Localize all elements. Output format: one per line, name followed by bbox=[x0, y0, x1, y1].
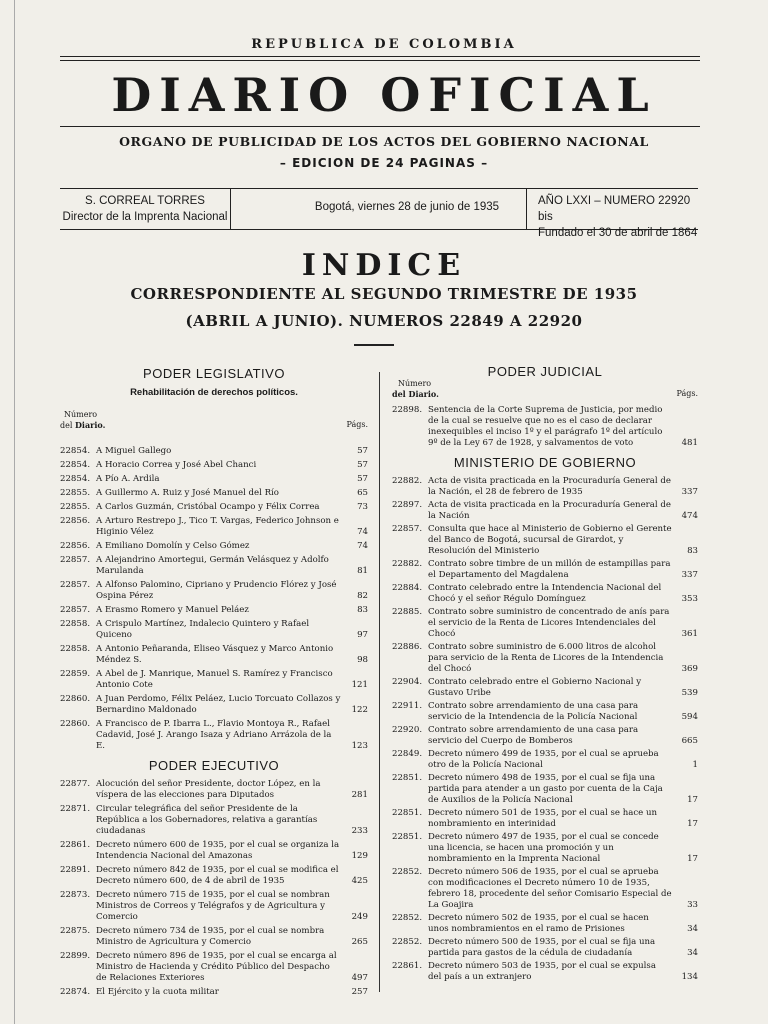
entry-number: 22857. bbox=[392, 524, 423, 534]
entry-text: Decreto número 500 de 1935, por el cual se fija una partida para gastos de la cédula de ciudadanía bbox=[428, 937, 656, 958]
index-entry bbox=[392, 937, 698, 959]
entry-text: Decreto número 734 de 1935, por el cual se nombra Ministro de Agricultura y Comercio bbox=[96, 926, 325, 947]
entry-number: 22855. bbox=[60, 502, 91, 512]
index-entry bbox=[392, 808, 698, 830]
index-entry bbox=[392, 500, 698, 522]
index-subtitle-1: CORRESPONDIENTE AL SEGUNDO TRIMESTRE DE 1935 bbox=[130, 285, 638, 303]
index-entry bbox=[60, 619, 368, 641]
entry-text: El Ejército y la cuota militar bbox=[96, 987, 219, 997]
entry-page: 81 bbox=[357, 566, 368, 576]
director-title: Director de la Imprenta Nacional bbox=[62, 211, 228, 223]
index-entry bbox=[392, 773, 698, 806]
index-entry bbox=[60, 541, 368, 552]
entry-page: 98 bbox=[357, 655, 368, 665]
entry-text: A Alejandrino Amortegui, Germán Velásquez y Adolfo Marulanda bbox=[96, 555, 329, 576]
index-entry bbox=[60, 951, 368, 984]
index-entry bbox=[60, 719, 368, 752]
organo-subtitle: ORGANO DE PUBLICIDAD DE LOS ACTOS DEL GOBIERNO NACIONAL bbox=[119, 134, 649, 149]
top-rule-2 bbox=[60, 60, 700, 61]
index-entry bbox=[60, 987, 368, 998]
entry-number: 22898. bbox=[392, 405, 423, 415]
entry-number: 22899. bbox=[60, 951, 91, 961]
entry-number: 22920. bbox=[392, 725, 423, 735]
index-entry bbox=[60, 460, 368, 471]
entry-number: 22856. bbox=[60, 541, 91, 551]
entry-number: 22854. bbox=[60, 474, 91, 484]
entry-page: 65 bbox=[357, 488, 368, 498]
index-entry bbox=[392, 677, 698, 699]
entry-text: Contrato sobre suministro de concentrado de anís para el servicio de la Renta de Licores Intendenciales del Chocó bbox=[428, 607, 670, 639]
edicion-line: – EDICION DE 24 PAGINAS – bbox=[279, 156, 489, 170]
entry-page: 134 bbox=[681, 972, 698, 982]
header-pags: Págs. bbox=[346, 420, 368, 429]
index-entry bbox=[392, 559, 698, 581]
index-entry bbox=[60, 488, 368, 499]
entry-page: 83 bbox=[687, 546, 698, 556]
entry-number: 22873. bbox=[60, 890, 91, 900]
entry-page: 97 bbox=[357, 630, 368, 640]
entry-page: 121 bbox=[351, 680, 368, 690]
entry-text: A Alfonso Palomino, Cipriano y Prudencio Flórez y José Ospina Pérez bbox=[96, 580, 337, 601]
header-numero: Número bbox=[64, 410, 98, 419]
left-column bbox=[60, 368, 368, 998]
entry-number: 22911. bbox=[392, 701, 423, 711]
index-entry bbox=[60, 840, 368, 862]
entry-number: 22861. bbox=[60, 840, 91, 850]
index-entry bbox=[60, 926, 368, 948]
entry-page: 17 bbox=[687, 795, 698, 805]
entry-page: 257 bbox=[351, 987, 368, 997]
index-entry bbox=[60, 694, 368, 716]
entry-text: Contrato sobre timbre de un millón de estampillas para el Departamento del Magdalena bbox=[428, 559, 671, 580]
entry-page: 57 bbox=[357, 446, 368, 456]
index-entry bbox=[392, 701, 698, 723]
entry-page: 122 bbox=[351, 705, 368, 715]
entry-number: 22861. bbox=[392, 961, 423, 971]
entry-page: 57 bbox=[357, 460, 368, 470]
entry-text: Alocución del señor Presidente, doctor López, en la víspera de las elecciones para Diputados bbox=[96, 779, 321, 800]
entry-number: 22855. bbox=[60, 488, 91, 498]
entry-page: 123 bbox=[351, 741, 368, 751]
legislativo-list bbox=[60, 446, 368, 752]
poder-ejecutivo-title: PODER EJECUTIVO bbox=[148, 758, 280, 773]
entry-text: Decreto número 497 de 1935, por el cual se concede una licencia, se hacen una promoción y un nombramiento en la Imprenta Nacional bbox=[428, 832, 659, 864]
entry-number: 22851. bbox=[392, 832, 423, 842]
index-entry bbox=[60, 890, 368, 923]
index-entry bbox=[392, 867, 698, 911]
index-entry bbox=[392, 913, 698, 935]
entry-number: 22874. bbox=[60, 987, 91, 997]
judicial-list bbox=[392, 405, 698, 449]
entry-page: 34 bbox=[687, 948, 698, 958]
entry-text: Decreto número 501 de 1935, por el cual se hace un nombramiento en interinidad bbox=[428, 808, 658, 829]
entry-number: 22875. bbox=[60, 926, 91, 936]
header-diario: Diario. bbox=[74, 420, 106, 430]
header-numero: Número bbox=[398, 379, 432, 388]
index-entry bbox=[392, 583, 698, 605]
entry-page: 233 bbox=[351, 826, 368, 836]
entry-text: Decreto número 498 de 1935, por el cual se fija una partida para atender a un gasto por cuenta de la Caja de Auxilios de la Policía Nacional bbox=[428, 773, 663, 805]
founded-date: Fundado el 30 de abril de 1864 bbox=[538, 227, 698, 239]
index-entry bbox=[392, 832, 698, 865]
entry-number: 22856. bbox=[60, 516, 91, 526]
entry-page: 474 bbox=[681, 511, 698, 521]
entry-text: Contrato celebrado entre el Gobierno Nacional y Gustavo Uribe bbox=[428, 677, 642, 698]
masthead-rule bbox=[60, 126, 700, 127]
entry-number: 22854. bbox=[60, 446, 91, 456]
entry-number: 22852. bbox=[392, 937, 423, 947]
entry-number: 22857. bbox=[60, 580, 91, 590]
index-entry bbox=[60, 669, 368, 691]
entry-number: 22877. bbox=[60, 779, 91, 789]
entry-text: A Abel de J. Manrique, Manuel S. Ramírez y Francisco Antonio Cote bbox=[96, 669, 333, 690]
column-header bbox=[392, 379, 698, 401]
republica-heading: REPUBLICA DE COLOMBIA bbox=[251, 37, 517, 52]
index-entry bbox=[60, 865, 368, 887]
entry-text: A Horacio Correa y José Abel Chanci bbox=[96, 460, 257, 470]
entry-text: A Pío A. Ardila bbox=[96, 474, 160, 484]
index-entry bbox=[392, 642, 698, 675]
index-entry bbox=[392, 476, 698, 498]
entry-number: 22857. bbox=[60, 605, 91, 615]
entry-number: 22851. bbox=[392, 773, 423, 783]
entry-number: 22860. bbox=[60, 694, 91, 704]
entry-text: A Carlos Guzmán, Cristóbal Ocampo y Félix Correa bbox=[96, 502, 320, 512]
index-entry bbox=[392, 524, 698, 557]
entry-number: 22886. bbox=[392, 642, 423, 652]
entry-text: Contrato sobre arrendamiento de una casa para servicio del Cuerpo de Bomberos bbox=[428, 725, 639, 746]
entry-page: 83 bbox=[357, 605, 368, 615]
index-title: INDICE bbox=[301, 248, 467, 283]
entry-number: 22882. bbox=[392, 476, 423, 486]
header-pags: Págs. bbox=[676, 389, 698, 398]
entry-text: A Emiliano Domolín y Celso Gómez bbox=[96, 541, 250, 551]
entry-number: 22854. bbox=[60, 460, 91, 470]
ejecutivo-list bbox=[60, 779, 368, 998]
entry-number: 22860. bbox=[60, 719, 91, 729]
index-subtitle-2: (ABRIL A JUNIO). NUMEROS 22849 A 22920 bbox=[185, 312, 583, 330]
entry-text: A Guillermo A. Ruiz y José Manuel del Río bbox=[96, 488, 279, 498]
entry-number: 22857. bbox=[60, 555, 91, 565]
entry-number: 22849. bbox=[392, 749, 423, 759]
entry-page: 337 bbox=[681, 570, 698, 580]
entry-number: 22859. bbox=[60, 669, 91, 679]
issue-block bbox=[530, 193, 706, 241]
entry-page: 425 bbox=[351, 876, 368, 886]
entry-page: 74 bbox=[357, 541, 368, 551]
entry-text: Decreto número 896 de 1935, por el cual se encarga al Ministro de Hacienda y Crédito Público del Despacho de Relaciones Exteriores bbox=[96, 951, 337, 983]
entry-text: Contrato sobre arrendamiento de una casa para servicio de la Intendencia de la Policía Nacional bbox=[428, 701, 639, 722]
header-del-diario: del Diario. bbox=[392, 389, 439, 399]
info-divider bbox=[230, 189, 231, 229]
entry-text: Contrato celebrado entre la Intendencia Nacional del Chocó y el señor Régulo Domínguez bbox=[428, 583, 662, 604]
entry-page: 82 bbox=[357, 591, 368, 601]
top-rule bbox=[60, 56, 700, 57]
entry-text: A Miguel Gallego bbox=[96, 446, 172, 456]
director-block bbox=[60, 193, 230, 225]
entry-text: A Crispulo Martínez, Indalecio Quintero y Rafael Quiceno bbox=[96, 619, 310, 640]
entry-text: Sentencia de la Corte Suprema de Justicia, por medio de la cual se resuelve que no es el caso de declarar inexequibles el inciso 1º y el parágrafo 1º del artículo 9º de la Ley 67 de 1928, y salvamentos de voto bbox=[428, 405, 663, 448]
entry-page: 1 bbox=[692, 760, 698, 770]
entry-text: Decreto número 842 de 1935, por el cual se modifica el Decreto número 600, de 4 de abril de 1935 bbox=[96, 865, 339, 886]
entry-page: 33 bbox=[687, 900, 698, 910]
index-entry bbox=[60, 516, 368, 538]
index-entry bbox=[392, 961, 698, 983]
info-box bbox=[60, 188, 698, 239]
entry-page: 249 bbox=[351, 912, 368, 922]
poder-judicial-title: PODER JUDICIAL bbox=[487, 364, 603, 379]
masthead-title: DIARIO OFICIAL bbox=[111, 68, 657, 122]
index-entry bbox=[392, 725, 698, 747]
entry-page: 73 bbox=[357, 502, 368, 512]
index-entry bbox=[60, 779, 368, 801]
entry-page: 353 bbox=[681, 594, 698, 604]
index-entry bbox=[60, 446, 368, 457]
entry-page: 17 bbox=[687, 819, 698, 829]
entry-text: A Juan Perdomo, Félix Peláez, Lucio Torcuato Collazos y Bernardino Maldonado bbox=[96, 694, 341, 715]
header-del-diario bbox=[60, 420, 105, 431]
entry-text: Acta de visita practicada en la Procuraduría General de la Nación bbox=[428, 500, 671, 521]
index-entry bbox=[60, 644, 368, 666]
page-edge-line bbox=[14, 0, 16, 1024]
entry-number: 22852. bbox=[392, 867, 423, 877]
entry-text: Contrato sobre suministro de 6.000 litros de alcohol para servicio de la Renta de Licores de la Intendencia del Chocó bbox=[428, 642, 664, 674]
column-separator bbox=[379, 372, 380, 992]
entry-number: 22904. bbox=[392, 677, 423, 687]
ornament-divider bbox=[354, 344, 394, 349]
entry-page: 337 bbox=[681, 487, 698, 497]
entry-page: 481 bbox=[681, 438, 698, 448]
ministerio-gobierno-title: MINISTERIO DE GOBIERNO bbox=[453, 455, 637, 470]
director-name: S. CORREAL TORRES bbox=[85, 195, 205, 207]
entry-number: 22884. bbox=[392, 583, 423, 593]
gobierno-list bbox=[392, 476, 698, 983]
entry-number: 22897. bbox=[392, 500, 423, 510]
entry-text: Decreto número 506 de 1935, por el cual se aprueba con modificaciones el Decreto número 10 de 1935, febrero 18, procedente del señor Comisario Especial de La Goajira bbox=[428, 867, 672, 910]
entry-number: 22885. bbox=[392, 607, 423, 617]
entry-text: Decreto número 715 de 1935, por el cual se nombran Ministros de Correos y Telégrafos y de Agricultura y Comercio bbox=[96, 890, 330, 922]
index-entry bbox=[60, 580, 368, 602]
entry-number: 22851. bbox=[392, 808, 423, 818]
entry-page: 129 bbox=[351, 851, 368, 861]
entry-page: 665 bbox=[681, 736, 698, 746]
entry-page: 34 bbox=[687, 924, 698, 934]
entry-page: 57 bbox=[357, 474, 368, 484]
entry-text: Decreto número 499 de 1935, por el cual se aprueba otro de la Policía Nacional bbox=[428, 749, 659, 770]
entry-page: 361 bbox=[681, 629, 698, 639]
index-entry bbox=[60, 804, 368, 837]
issue-date: Bogotá, viernes 28 de junio de 1935 bbox=[314, 201, 500, 213]
entry-page: 539 bbox=[681, 688, 698, 698]
entry-text: A Antonio Peñaranda, Eliseo Vásquez y Marco Antonio Méndez S. bbox=[96, 644, 334, 665]
entry-number: 22882. bbox=[392, 559, 423, 569]
entry-page: 281 bbox=[351, 790, 368, 800]
legislativo-subtitle: Rehabilitación de derechos políticos. bbox=[130, 387, 298, 398]
entry-number: 22871. bbox=[60, 804, 91, 814]
entry-page: 74 bbox=[357, 527, 368, 537]
entry-text: Circular telegráfica del señor Presidente de la República a los Gobernadores, relativa a garantías ciudadanas bbox=[96, 804, 318, 836]
entry-number: 22891. bbox=[60, 865, 91, 875]
index-entry bbox=[392, 749, 698, 771]
index-entry bbox=[60, 502, 368, 513]
info-divider bbox=[526, 189, 527, 229]
entry-text: Decreto número 600 de 1935, por el cual se organiza la Intendencia Nacional del Amazonas bbox=[96, 840, 340, 861]
entry-text: A Arturo Restrepo J., Tico T. Vargas, Federico Johnson e Higinio Vélez bbox=[96, 516, 339, 537]
entry-number: 22852. bbox=[392, 913, 423, 923]
column-header bbox=[60, 410, 368, 440]
entry-text: Decreto número 503 de 1935, por el cual se expulsa del país a un extranjero bbox=[428, 961, 656, 982]
index-entry bbox=[60, 474, 368, 485]
entry-text: Decreto número 502 de 1935, por el cual se hacen unos nombramientos en el ramo de Prisiones bbox=[428, 913, 649, 934]
entry-text: A Francisco de P. Ibarra L., Flavio Montoya R., Rafael Cadavid, José J. Arango Isaza y Adriano Arrázola de la E. bbox=[96, 719, 332, 751]
entry-page: 265 bbox=[351, 937, 368, 947]
entry-page: 17 bbox=[687, 854, 698, 864]
entry-number: 22858. bbox=[60, 644, 91, 654]
poder-legislativo-title: PODER LEGISLATIVO bbox=[143, 366, 285, 381]
header-del: del bbox=[60, 421, 73, 430]
index-entry bbox=[60, 605, 368, 616]
entry-page: 497 bbox=[351, 973, 368, 983]
index-entry bbox=[60, 555, 368, 577]
entry-page: 369 bbox=[681, 664, 698, 674]
entry-page: 594 bbox=[681, 712, 698, 722]
entry-text: Consulta que hace al Ministerio de Gobierno el Gerente del Banco de Bogotá, sucursal de Girardot, y Resolución del Ministerio bbox=[428, 524, 672, 556]
index-entry bbox=[392, 405, 698, 449]
year-number: AÑO LXXI – NUMERO 22920 bis bbox=[538, 195, 691, 223]
entry-text: Acta de visita practicada en la Procuraduría General de la Nación, el 28 de febrero de 1935 bbox=[428, 476, 671, 497]
right-column bbox=[392, 366, 698, 983]
entry-text: A Erasmo Romero y Manuel Peláez bbox=[96, 605, 249, 615]
entry-number: 22858. bbox=[60, 619, 91, 629]
index-entry bbox=[392, 607, 698, 640]
